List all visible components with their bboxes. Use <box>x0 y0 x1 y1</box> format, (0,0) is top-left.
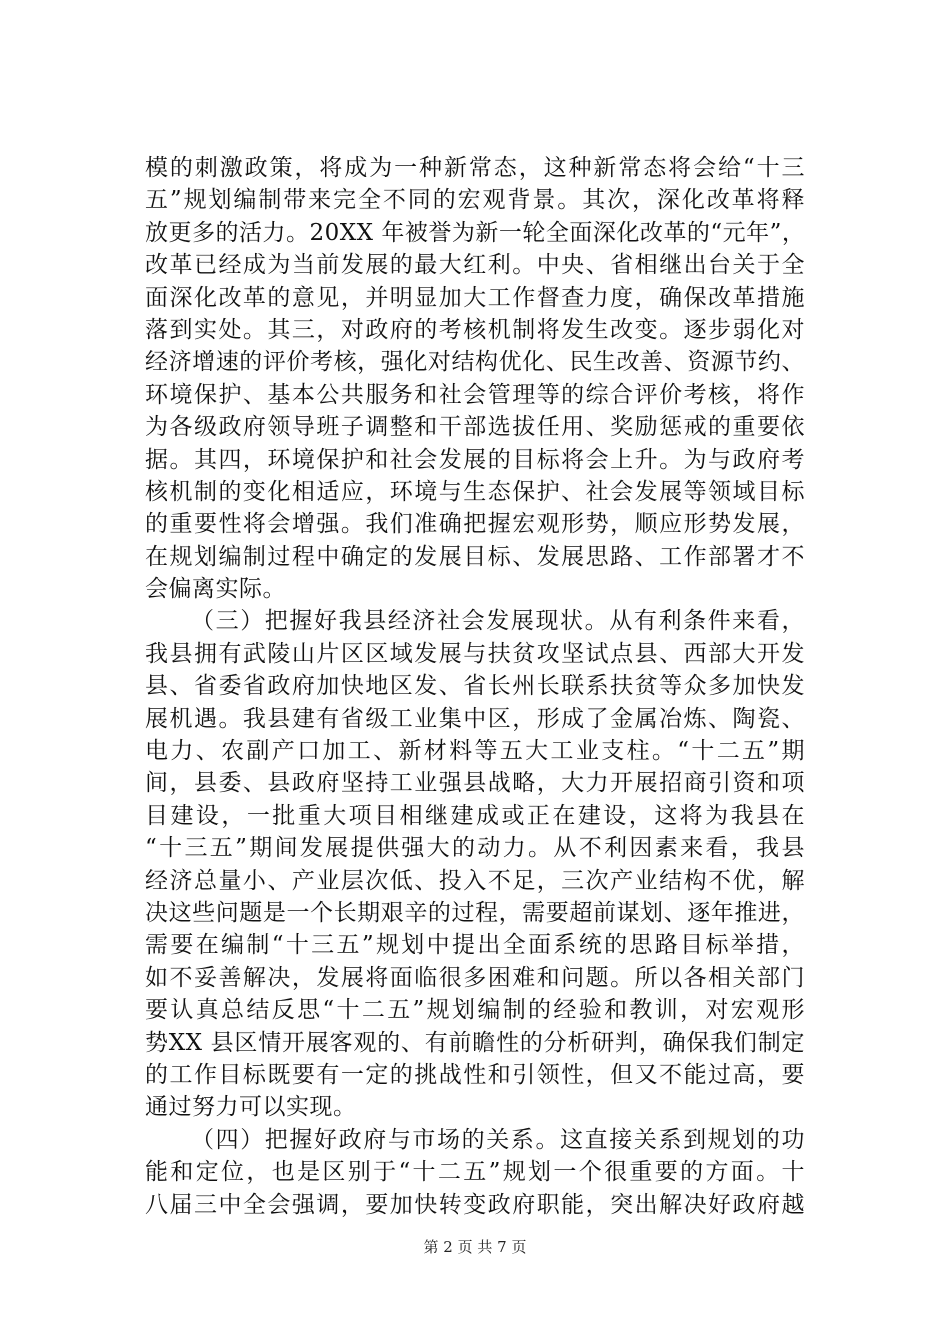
text-line: 改革已经成为当前发展的最大红利。中央、省相继出台关于全 <box>145 252 805 279</box>
text-line: 经济增速的评价考核，强化对结构优化、民生改善、资源节约、 <box>145 349 805 376</box>
page-number-footer: 第 2 页 共 7 页 <box>423 1238 527 1256</box>
section-heading-line: （四）把握好政府与市场的关系。这直接关系到规划的功 <box>191 1126 805 1153</box>
text-line: 县、省委省政府加快地区发、省长州长联系扶贫等众多加快发 <box>145 673 805 700</box>
text-line: 我县拥有武陵山片区区域发展与扶贫攻坚试点县、西部大开发 <box>145 640 805 667</box>
text-line: 放更多的活力。20XX 年被誉为新一轮全面深化改革的“元年”， <box>145 219 806 246</box>
text-line: 展机遇。我县建有省级工业集中区，形成了金属冶炼、陶瓷、 <box>145 705 805 732</box>
text-line: 通过努力可以实现。 <box>145 1094 357 1121</box>
text-line: “十三五”期间发展提供强大的动力。从不利因素来看，我县 <box>145 835 805 862</box>
text-line: 据。其四，环境保护和社会发展的目标将会上升。为与政府考 <box>145 446 805 473</box>
text-line: 环境保护、基本公共服务和社会管理等的综合评价考核，将作 <box>145 381 805 408</box>
section-heading-line: （三）把握好我县经济社会发展现状。从有利条件来看， <box>191 608 805 635</box>
text-line: 核机制的变化相适应，环境与生态保护、社会发展等领域目标 <box>145 478 805 505</box>
text-line: 势XX 县区情开展客观的、有前瞻性的分析研判，确保我们制定 <box>145 1029 805 1056</box>
text-line: 决这些问题是一个长期艰辛的过程，需要超前谋划、逐年推进， <box>145 899 805 926</box>
text-line: 模的刺激政策，将成为一种新常态，这种新常态将会给“十三 <box>145 155 805 181</box>
text-line: 目建设，一批重大项目相继建成或正在建设，这将为我县在 <box>145 802 805 829</box>
text-line: 经济总量小、产业层次低、投入不足，三次产业结构不优，解 <box>145 867 805 894</box>
document-body <box>145 152 805 1221</box>
text-line: 间，县委、县政府坚持工业强县战略，大力开展招商引资和项 <box>145 770 805 797</box>
text-line: 电力、农副产口加工、新材料等五大工业支柱。“十二五”期 <box>145 738 805 765</box>
text-line: 八届三中全会强调，要加快转变政府职能，突出解决好政府越 <box>145 1191 805 1218</box>
text-line: 为各级政府领导班子调整和干部选拔任用、奖励惩戒的重要依 <box>145 414 805 441</box>
text-line: 能和定位，也是区别于“十二五”规划一个很重要的方面。十 <box>145 1159 805 1186</box>
text-line: 会偏离实际。 <box>145 576 286 603</box>
text-line: 在规划编制过程中确定的发展目标、发展思路、工作部署才不 <box>145 543 805 570</box>
text-line: 面深化改革的意见，并明显加大工作督查力度，确保改革措施 <box>145 284 805 311</box>
text-line: 的重要性将会增强。我们准确把握宏观形势，顺应形势发展， <box>145 511 805 538</box>
text-line: 需要在编制“十三五”规划中提出全面系统的思路目标举措， <box>145 932 805 959</box>
text-line: 落到实处。其三，对政府的考核机制将发生改变。逐步弱化对 <box>145 316 805 343</box>
text-line: 如不妥善解决，发展将面临很多困难和问题。所以各相关部门 <box>145 964 805 991</box>
text-line: 五”规划编制带来完全不同的宏观背景。其次，深化改革将释 <box>145 187 805 214</box>
text-line: 的工作目标既要有一定的挑战性和引领性，但又不能过高，要 <box>145 1061 805 1088</box>
text-line: 要认真总结反思“十二五”规划编制的经验和教训，对宏观形 <box>145 997 805 1024</box>
